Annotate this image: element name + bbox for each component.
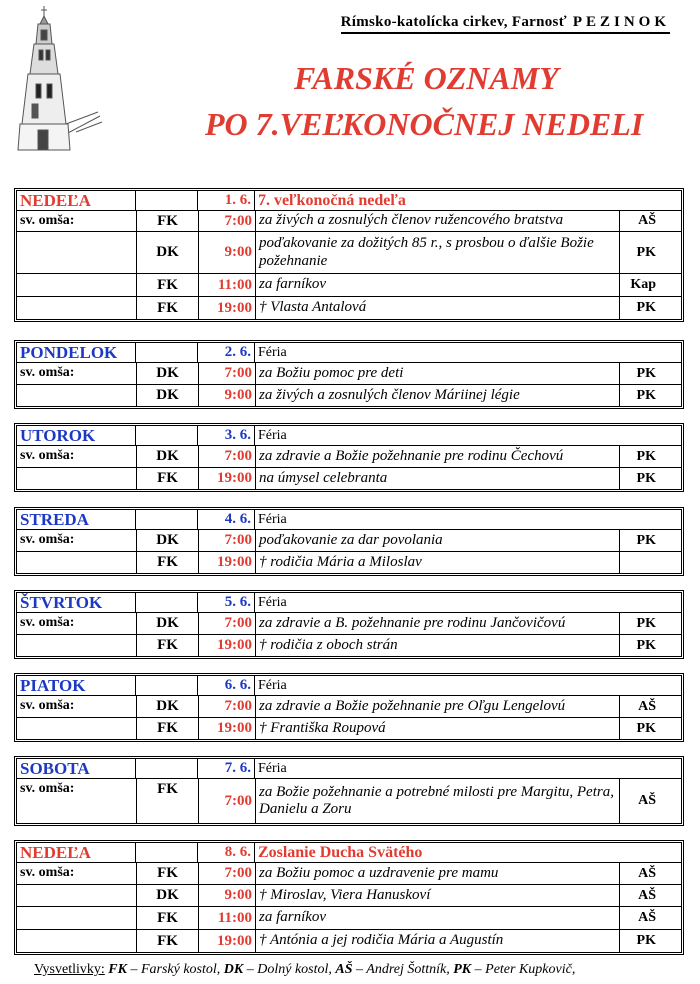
mass-location: DK <box>137 446 199 467</box>
mass-location: DK <box>137 363 199 384</box>
mass-row <box>17 907 681 930</box>
mass-row <box>17 232 681 274</box>
mass-row <box>17 696 681 718</box>
day-block <box>14 840 684 955</box>
mass-celebrant: PK <box>636 448 656 464</box>
mass-row <box>17 446 681 468</box>
organization-line <box>341 14 670 34</box>
day-date: 4. 6. <box>198 510 255 529</box>
mass-celebrant: PK <box>636 244 656 260</box>
day-title: Féria <box>257 427 287 443</box>
mass-celebrant: AŠ <box>638 793 656 808</box>
day-name: NEDEĽA <box>20 191 91 210</box>
church-tower-logo <box>14 4 104 154</box>
day-header-row <box>17 843 681 863</box>
day-date: 1. 6. <box>198 191 255 210</box>
mass-row <box>17 468 681 489</box>
mass-time: 7:00 <box>199 363 256 384</box>
mass-row <box>17 530 681 552</box>
mass-celebrant: AŠ <box>638 865 656 881</box>
mass-location: DK <box>137 696 199 717</box>
day-header-row <box>17 759 681 779</box>
header <box>0 0 700 165</box>
mass-row <box>17 363 681 385</box>
day-block <box>14 423 684 492</box>
day-title: Zoslanie Ducha Svätého <box>257 843 423 861</box>
mass-label: sv. omša: <box>20 365 75 380</box>
mass-location: FK <box>137 635 199 656</box>
mass-label: sv. omša: <box>20 865 75 880</box>
day-block <box>14 756 684 826</box>
day-title: Féria <box>257 511 287 527</box>
mass-time: 19:00 <box>199 552 256 573</box>
mass-intention: za živých a zosnulých členov Máriinej légie <box>256 385 620 406</box>
mass-label: sv. omša: <box>20 532 75 547</box>
day-header-row <box>17 593 681 613</box>
mass-label: sv. omša: <box>20 781 75 796</box>
town-name: PEZINOK <box>572 14 670 30</box>
mass-celebrant: PK <box>636 933 656 948</box>
mass-label: sv. omša: <box>20 213 75 228</box>
mass-location: DK <box>137 885 199 906</box>
day-block <box>14 188 684 322</box>
legend-label: Vysvetlivky: <box>34 962 105 977</box>
mass-intention: † Antónia a jej rodičia Mária a Augustín <box>256 930 620 952</box>
mass-celebrant: Kap <box>630 277 656 292</box>
mass-intention: za živých a zosnulých členov ružencového bratstva <box>256 211 620 231</box>
legend-abbr: AŠ <box>335 962 353 977</box>
legend-abbr: PK <box>453 962 472 977</box>
day-date: 2. 6. <box>198 343 255 362</box>
mass-row <box>17 863 681 885</box>
mass-label: sv. omša: <box>20 448 75 463</box>
day-date: 3. 6. <box>198 426 255 445</box>
mass-location: FK <box>137 779 199 823</box>
mass-celebrant: PK <box>636 300 656 315</box>
day-date: 7. 6. <box>198 759 255 778</box>
mass-location: FK <box>137 297 199 319</box>
mass-intention: za farníkov <box>256 274 620 296</box>
day-block <box>14 507 684 576</box>
day-date: 8. 6. <box>198 843 255 862</box>
mass-label: sv. omša: <box>20 615 75 630</box>
mass-time: 9:00 <box>199 885 256 906</box>
day-date: 5. 6. <box>198 593 255 612</box>
mass-time: 11:00 <box>199 274 256 296</box>
mass-celebrant <box>620 552 660 573</box>
mass-intention: za Božiu pomoc a uzdravenie pre mamu <box>256 863 620 884</box>
day-name: PONDELOK <box>20 343 118 362</box>
mass-row <box>17 385 681 406</box>
mass-intention: za zdravie a Božie požehnanie pre Oľgu Lengelovú <box>256 696 620 717</box>
mass-celebrant: PK <box>636 720 656 736</box>
mass-row <box>17 274 681 297</box>
mass-intention: † Františka Roupová <box>256 718 620 739</box>
mass-intention: † Vlasta Antalová <box>256 297 620 319</box>
day-block <box>14 673 684 742</box>
day-title: Féria <box>257 594 287 610</box>
mass-intention: za zdravie a B. požehnanie pre rodinu Jančovičovú <box>256 613 620 634</box>
mass-row <box>17 930 681 952</box>
mass-celebrant: PK <box>636 615 656 631</box>
mass-time: 11:00 <box>199 907 256 929</box>
mass-time: 7:00 <box>199 530 256 551</box>
day-block <box>14 590 684 659</box>
day-title: Féria <box>257 677 287 693</box>
mass-time: 19:00 <box>199 297 256 319</box>
day-title: Féria <box>257 344 287 360</box>
mass-location: FK <box>137 468 199 489</box>
legend-text: – Peter Kupkovič, <box>471 962 576 977</box>
legend-footer <box>34 962 575 978</box>
day-header-row <box>17 191 681 211</box>
day-title: Féria <box>257 760 287 776</box>
mass-location: DK <box>137 530 199 551</box>
mass-celebrant: PK <box>636 532 656 548</box>
mass-row <box>17 211 681 232</box>
mass-celebrant: AŠ <box>638 887 656 903</box>
day-name: ŠTVRTOK <box>20 593 103 612</box>
day-title: 7. veľkonočná nedeľa <box>257 191 406 209</box>
mass-time: 7:00 <box>199 613 256 634</box>
legend-text: – Andrej Šottník, <box>352 962 454 977</box>
mass-celebrant: PK <box>636 365 656 381</box>
mass-intention: † Miroslav, Viera Hanuskoví <box>256 885 620 906</box>
day-name: UTOROK <box>20 426 96 445</box>
day-name: PIATOK <box>20 676 86 695</box>
mass-row <box>17 885 681 907</box>
mass-time: 19:00 <box>199 468 256 489</box>
mass-location: FK <box>137 930 199 952</box>
mass-intention: poďakovanie za dožitých 85 r., s prosbou o ďalšie Božie požehnanie <box>256 232 620 273</box>
mass-row <box>17 718 681 739</box>
mass-celebrant: AŠ <box>638 698 656 714</box>
mass-intention: za Božiu pomoc pre deti <box>256 363 620 384</box>
mass-row <box>17 552 681 573</box>
legend-text: – Farský kostol, <box>126 962 224 977</box>
page-title-line1: FARSKÉ OZNAMY <box>294 60 559 96</box>
mass-time: 7:00 <box>199 779 256 823</box>
mass-time: 7:00 <box>199 211 256 231</box>
mass-celebrant: PK <box>636 470 656 486</box>
mass-location: FK <box>137 274 199 296</box>
mass-celebrant: PK <box>636 637 656 653</box>
mass-location: FK <box>137 211 199 231</box>
mass-row <box>17 635 681 656</box>
organization-name: Rímsko-katolícka cirkev, Farnosť <box>340 14 567 30</box>
page-title-line2: PO 7.VEĽKONOČNEJ NEDELI <box>205 106 644 142</box>
mass-intention: poďakovanie za dar povolania <box>256 530 620 551</box>
mass-time: 7:00 <box>199 696 256 717</box>
day-block <box>14 340 684 409</box>
mass-time: 7:00 <box>199 863 256 884</box>
mass-label: sv. omša: <box>20 698 75 713</box>
mass-location: DK <box>137 232 199 273</box>
day-header-row <box>17 510 681 530</box>
mass-location: FK <box>137 863 199 884</box>
mass-time: 19:00 <box>199 635 256 656</box>
mass-row <box>17 613 681 635</box>
mass-intention: na úmysel celebranta <box>256 468 620 489</box>
mass-row <box>17 779 681 823</box>
mass-location: DK <box>137 613 199 634</box>
legend-text: – Dolný kostol, <box>243 962 336 977</box>
day-header-row <box>17 343 681 363</box>
day-name: SOBOTA <box>20 759 90 778</box>
mass-location: FK <box>137 907 199 929</box>
mass-location: FK <box>137 718 199 739</box>
legend-abbr: FK <box>108 962 127 977</box>
day-date: 6. 6. <box>198 676 255 695</box>
mass-intention: † rodičia Mária a Miloslav <box>256 552 620 573</box>
day-name: STREDA <box>20 510 89 529</box>
mass-celebrant: PK <box>636 387 656 403</box>
mass-location: FK <box>137 552 199 573</box>
mass-row <box>17 297 681 319</box>
mass-time: 9:00 <box>199 232 256 273</box>
legend-abbr: DK <box>223 962 244 977</box>
mass-celebrant: AŠ <box>638 213 656 228</box>
mass-intention: za zdravie a Božie požehnanie pre rodinu Čechovú <box>256 446 620 467</box>
mass-time: 9:00 <box>199 385 256 406</box>
mass-intention: za Božie požehnanie a potrebné milosti pre Margitu, Petra, Danielu a Zoru <box>256 779 620 823</box>
mass-time: 7:00 <box>199 446 256 467</box>
day-header-row <box>17 676 681 696</box>
day-name: NEDEĽA <box>20 843 91 862</box>
mass-intention: za farníkov <box>256 907 620 929</box>
day-header-row <box>17 426 681 446</box>
mass-celebrant: AŠ <box>638 910 656 925</box>
mass-location: DK <box>137 385 199 406</box>
mass-time: 19:00 <box>199 930 256 952</box>
mass-time: 19:00 <box>199 718 256 739</box>
mass-intention: † rodičia z oboch strán <box>256 635 620 656</box>
